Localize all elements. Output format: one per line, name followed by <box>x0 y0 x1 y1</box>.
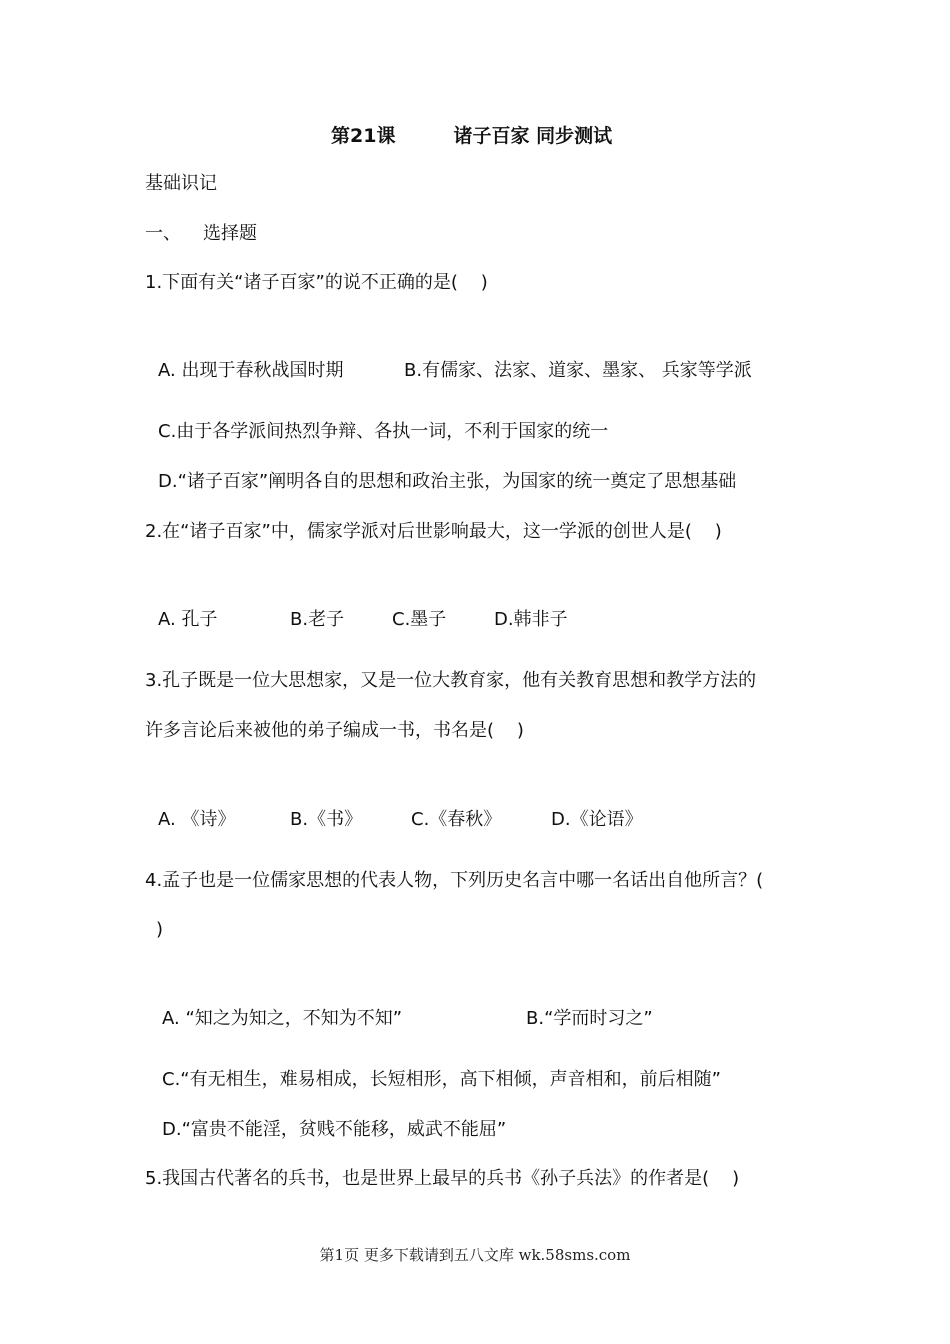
question-4-option-a: A. “知之为知之，不知为不知” <box>162 1008 403 1029</box>
question-4-stem-line-1: 4.孟子也是一位儒家思想的代表人物，下列历史名言中哪一名话出自他所言？( <box>145 870 764 891</box>
question-2-option-b: B.老子 <box>290 609 345 630</box>
question-3-option-d: D.《论语》 <box>551 809 643 830</box>
question-1-option-c: C.由于各学派间热烈争辩、各执一词，不利于国家的统一 <box>158 421 609 442</box>
question-1-option-b: B.有儒家、法家、道家、墨家、 兵家等学派 <box>404 360 752 381</box>
question-1-stem: 1.下面有关“诸子百家”的说不正确的是( ) <box>145 272 488 293</box>
question-3-stem-line-1: 3.孔子既是一位大思想家，又是一位大教育家，他有关教育思想和教学方法的 <box>145 670 757 691</box>
question-1-option-d: D.“诸子百家”阐明各自的思想和政治主张，为国家的统一奠定了思想基础 <box>158 471 737 492</box>
part-heading <box>145 222 257 246</box>
question-2-option-c: C.墨子 <box>392 609 447 630</box>
question-3-option-a: A. 《诗》 <box>158 809 236 830</box>
question-4-option-d: D.“富贵不能淫，贫贱不能移，威武不能屈” <box>162 1119 507 1140</box>
page-footer: 第1页 更多下载请到五八文库 wk.58sms.com <box>319 1246 631 1264</box>
question-4-option-b: B.“学而时习之” <box>526 1008 653 1029</box>
lesson-number: 第21课 <box>331 125 396 147</box>
part-number: 一、 <box>145 223 181 244</box>
question-3-option-b: B.《书》 <box>290 809 363 830</box>
question-4-stem-line-2: ) <box>156 919 164 940</box>
question-5-stem: 5.我国古代著名的兵书，也是世界上最早的兵书《孙子兵法》的作者是( ) <box>145 1168 740 1189</box>
question-3-option-c: C.《春秋》 <box>411 809 502 830</box>
question-1-option-a: A. 出现于春秋战国时期 <box>158 360 344 381</box>
part-label: 选择题 <box>203 223 257 244</box>
question-2-option-a: A. 孔子 <box>158 609 218 630</box>
section-heading: 基础识记 <box>145 173 217 194</box>
page-title <box>331 124 612 148</box>
question-2-stem: 2.在“诸子百家”中，儒家学派对后世影响最大，这一学派的创世人是( ) <box>145 521 722 542</box>
question-3-stem-line-2: 许多言论后来被他的弟子编成一书，书名是( ) <box>145 720 524 741</box>
lesson-name: 诸子百家 同步测试 <box>453 125 613 147</box>
question-4-option-c: C.“有无相生，难易相成，长短相形，高下相倾，声音相和，前后相随” <box>162 1069 721 1090</box>
question-2-option-d: D.韩非子 <box>494 609 568 630</box>
